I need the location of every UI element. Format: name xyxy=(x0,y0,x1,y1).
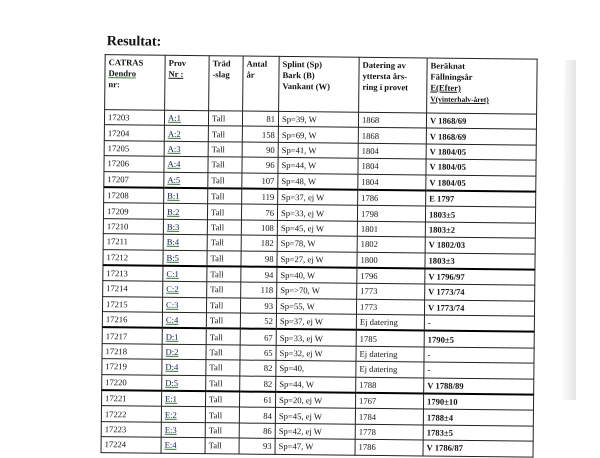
cell-datering: 1773 xyxy=(356,299,424,315)
cell-dendro-nr: 17214 xyxy=(103,281,163,297)
cell-tradslag: Tall xyxy=(208,126,242,142)
cell-berakning: V 1788/89 xyxy=(424,378,534,395)
cell-splint: Sp=48, W xyxy=(278,173,358,190)
cell-berakning: V 1796/97 xyxy=(425,268,535,285)
cell-dendro-nr: 17208 xyxy=(104,187,164,204)
cell-datering: 1804 xyxy=(358,174,426,191)
cell-prov-nr: D:4 xyxy=(162,359,206,375)
cell-berakning: 1803±3 xyxy=(425,252,535,269)
cell-tradslag: Tall xyxy=(208,172,242,188)
cell-antal-ar: 94 xyxy=(241,266,277,282)
cell-antal-ar: 90 xyxy=(242,142,278,158)
cell-tradslag: Tall xyxy=(205,422,239,438)
cell-splint: Sp=47, W xyxy=(275,439,355,455)
header-tradslag xyxy=(209,56,244,111)
cell-splint: Sp=55, W xyxy=(276,298,356,314)
cell-prov-nr: A:5 xyxy=(164,172,208,188)
cell-splint: Sp=44, W xyxy=(276,376,356,393)
header-prov-line-2: Nr : xyxy=(168,68,184,79)
header-splint-line-1: Splint (Sp) xyxy=(282,58,323,70)
cell-antal-ar: 108 xyxy=(241,220,277,236)
cell-prov-nr: A:3 xyxy=(164,141,208,157)
cell-dendro-nr: 17222 xyxy=(101,406,161,422)
cell-tradslag: Tall xyxy=(207,219,241,235)
cell-berakning: 1790±10 xyxy=(423,393,533,410)
cell-prov-nr: A:2 xyxy=(164,126,208,142)
cell-datering: 1785 xyxy=(356,330,424,347)
header-berakning-line-4: V(vinterhalv-året) xyxy=(430,94,489,105)
cell-antal-ar: 82 xyxy=(240,360,276,376)
cell-dendro-nr: 17219 xyxy=(102,359,162,375)
cell-splint: Sp=37, ej W xyxy=(278,189,358,206)
cell-berakning: V 1802/03 xyxy=(425,237,535,254)
cell-splint: Sp=69, W xyxy=(278,127,358,143)
cell-dendro-nr: 17215 xyxy=(102,296,162,312)
cell-berakning: - xyxy=(424,362,534,379)
cell-berakning: V 1868/69 xyxy=(426,128,536,145)
cell-dendro-nr: 17216 xyxy=(102,312,162,329)
cell-datering: 1796 xyxy=(357,268,425,285)
cell-antal-ar: 182 xyxy=(241,235,277,251)
cell-antal-ar: 119 xyxy=(242,188,278,204)
cell-tradslag: Tall xyxy=(207,250,241,266)
cell-prov-nr: E:3 xyxy=(161,422,205,438)
cell-antal-ar: 93 xyxy=(239,438,275,454)
cell-tradslag: Tall xyxy=(208,111,242,127)
cell-splint: Sp=44, W xyxy=(278,158,358,174)
cell-tradslag: Tall xyxy=(206,313,240,329)
cell-prov-nr: C:4 xyxy=(162,312,206,328)
cell-berakning: 1790±5 xyxy=(424,331,534,348)
header-tradslag-line-1: Träd xyxy=(212,58,231,69)
cell-antal-ar: 67 xyxy=(240,329,276,345)
cell-prov-nr: C:1 xyxy=(163,266,207,282)
header-datering xyxy=(359,57,428,113)
cell-antal-ar: 158 xyxy=(242,126,278,142)
cell-dendro-nr: 17210 xyxy=(103,218,163,234)
cell-tradslag: Tall xyxy=(205,407,239,423)
cell-splint: Sp=20, ej W xyxy=(275,392,355,409)
cell-datering: 1804 xyxy=(358,158,426,174)
cell-datering: 1784 xyxy=(355,409,423,425)
cell-tradslag: Tall xyxy=(206,297,240,313)
cell-dendro-nr: 17204 xyxy=(104,125,164,141)
header-catras xyxy=(105,55,166,111)
cell-dendro-nr: 17223 xyxy=(101,421,161,437)
cell-splint: Sp=40, xyxy=(276,361,356,377)
cell-berakning: V 1773/74 xyxy=(424,300,534,317)
cell-tradslag: Tall xyxy=(207,235,241,251)
cell-datering: 1786 xyxy=(355,439,423,455)
cell-prov-nr: D:1 xyxy=(162,328,206,344)
header-catras-line-2: Dendro xyxy=(108,68,137,79)
cell-tradslag: Tall xyxy=(206,360,240,376)
cell-antal-ar: 84 xyxy=(239,407,275,423)
cell-splint: Sp=45, ej W xyxy=(275,408,355,424)
header-prov xyxy=(165,55,210,110)
cell-antal-ar: 52 xyxy=(240,313,276,329)
results-table xyxy=(101,54,538,457)
header-berakning-line-1: Beräknat xyxy=(430,60,466,71)
header-antal-ar xyxy=(243,56,280,111)
cell-datering: 1786 xyxy=(358,190,426,207)
cell-prov-nr: C:3 xyxy=(162,297,206,313)
cell-datering: Ej datering xyxy=(356,314,424,331)
cell-berakning: 1803±2 xyxy=(425,222,535,239)
cell-splint: Sp=45, ej W xyxy=(277,220,357,236)
cell-prov-nr: B:1 xyxy=(164,188,208,204)
cell-dendro-nr: 17207 xyxy=(104,171,164,188)
cell-dendro-nr: 17209 xyxy=(103,203,163,219)
cell-splint: Sp=33, ej W xyxy=(277,205,357,221)
cell-tradslag: Tall xyxy=(208,141,242,157)
cell-datering: 1773 xyxy=(357,284,425,300)
cell-splint: Sp=41, W xyxy=(278,142,358,158)
cell-prov-nr: E:2 xyxy=(161,407,205,423)
cell-berakning: 1788±4 xyxy=(423,409,533,426)
cell-datering: 1868 xyxy=(358,128,426,144)
cell-splint: Sp=33, ej W xyxy=(276,329,356,346)
cell-antal-ar: 81 xyxy=(242,111,278,127)
cell-prov-nr: E:1 xyxy=(161,391,205,407)
header-splint-line-3: Vankant (W) xyxy=(282,80,331,92)
results-body xyxy=(101,110,537,457)
cell-tradslag: Tall xyxy=(205,391,239,407)
cell-dendro-nr: 17205 xyxy=(104,140,164,156)
header-prov-line-1: Prov xyxy=(168,57,187,68)
cell-antal-ar: 96 xyxy=(242,157,278,173)
cell-tradslag: Tall xyxy=(208,188,242,204)
cell-splint: Sp=>70, W xyxy=(277,283,357,299)
cell-splint: Sp=32, ej W xyxy=(276,345,356,361)
header-datering-line-3: ring i provet xyxy=(362,81,409,93)
cell-prov-nr: B:3 xyxy=(163,219,207,235)
cell-tradslag: Tall xyxy=(207,204,241,220)
header-berakning xyxy=(427,58,538,114)
cell-berakning: 1803±5 xyxy=(425,206,535,223)
cell-berakning: V 1773/74 xyxy=(425,284,535,301)
cell-antal-ar: 61 xyxy=(239,392,275,408)
cell-datering: 1767 xyxy=(355,393,423,410)
cell-antal-ar: 86 xyxy=(239,423,275,439)
cell-splint: Sp=78, W xyxy=(277,236,357,252)
cell-berakning: E 1797 xyxy=(426,190,536,207)
cell-splint: Sp=39, W xyxy=(278,111,358,127)
cell-dendro-nr: 17211 xyxy=(103,234,163,250)
cell-splint: Sp=40, W xyxy=(277,267,357,284)
cell-tradslag: Tall xyxy=(207,282,241,298)
cell-prov-nr: D:5 xyxy=(162,375,206,391)
cell-prov-nr: B:4 xyxy=(163,234,207,250)
cell-splint: Sp=27, ej W xyxy=(277,251,357,268)
cell-berakning: V 1804/05 xyxy=(426,144,536,161)
table-row xyxy=(101,437,533,457)
header-datering-line-1: Datering av xyxy=(362,59,406,71)
cell-dendro-nr: 17220 xyxy=(102,374,162,391)
cell-berakning: 1783±5 xyxy=(423,425,533,442)
cell-berakning: V 1786/87 xyxy=(423,440,533,457)
table-header-row xyxy=(105,55,538,115)
cell-datering: 1800 xyxy=(357,252,425,269)
cell-tradslag: Tall xyxy=(205,438,239,454)
cell-tradslag: Tall xyxy=(206,329,240,345)
cell-tradslag: Tall xyxy=(206,345,240,361)
cell-antal-ar: 93 xyxy=(240,298,276,314)
cell-dendro-nr: 17217 xyxy=(102,328,162,345)
header-catras-line-1: CATRAS xyxy=(108,57,144,68)
cell-berakning: - xyxy=(424,347,534,364)
page-title: Resultat: xyxy=(106,34,162,50)
cell-antal-ar: 82 xyxy=(240,376,276,392)
cell-datering: 1798 xyxy=(357,206,425,222)
cell-antal-ar: 107 xyxy=(242,173,278,189)
cell-dendro-nr: 17203 xyxy=(104,110,164,126)
cell-datering: 1804 xyxy=(358,143,426,159)
cell-datering: Ej datering xyxy=(356,346,424,362)
header-tradslag-line-2: -slag xyxy=(212,69,230,80)
cell-tradslag: Tall xyxy=(206,375,240,391)
cell-prov-nr: E:4 xyxy=(161,437,205,453)
cell-dendro-nr: 17206 xyxy=(104,156,164,172)
header-antal-line-1: Antal xyxy=(246,58,268,69)
cell-berakning: V 1804/05 xyxy=(426,175,536,192)
cell-dendro-nr: 17212 xyxy=(103,249,163,266)
cell-datering: 1802 xyxy=(357,236,425,252)
cell-datering: 1788 xyxy=(356,377,424,394)
cell-dendro-nr: 17213 xyxy=(103,265,163,282)
cell-datering: 1801 xyxy=(357,221,425,237)
header-berakning-line-2: Fällningsår xyxy=(430,71,473,82)
cell-splint: Sp=37, ej W xyxy=(276,313,356,330)
cell-antal-ar: 98 xyxy=(241,251,277,267)
cell-antal-ar: 76 xyxy=(241,204,277,220)
cell-datering: 1778 xyxy=(355,424,423,440)
cell-dendro-nr: 17218 xyxy=(102,343,162,359)
header-splint xyxy=(279,56,360,112)
cell-datering: Ej datering xyxy=(356,362,424,378)
cell-prov-nr: D:2 xyxy=(162,344,206,360)
cell-berakning: - xyxy=(424,315,534,332)
header-antal-line-2: år xyxy=(246,69,255,80)
document-page xyxy=(91,24,565,454)
header-catras-line-3: nr: xyxy=(108,79,120,90)
cell-datering: 1868 xyxy=(358,112,426,128)
cell-tradslag: Tall xyxy=(208,157,242,173)
header-datering-line-2: yttersta års- xyxy=(362,70,408,82)
header-berakning-line-3: E(Efter) xyxy=(430,82,461,93)
cell-berakning: V 1868/69 xyxy=(426,113,536,130)
cell-prov-nr: C:2 xyxy=(163,282,207,298)
cell-prov-nr: A:1 xyxy=(164,110,208,126)
cell-prov-nr: B:5 xyxy=(163,250,207,266)
cell-antal-ar: 118 xyxy=(241,282,277,298)
cell-antal-ar: 65 xyxy=(240,345,276,361)
cell-splint: Sp=42, ej W xyxy=(275,423,355,439)
header-splint-line-2: Bark (B) xyxy=(282,69,315,81)
cell-dendro-nr: 17221 xyxy=(102,390,162,407)
cell-berakning: V 1804/05 xyxy=(426,159,536,176)
cell-prov-nr: B:2 xyxy=(163,204,207,220)
cell-tradslag: Tall xyxy=(207,266,241,282)
cell-dendro-nr: 17224 xyxy=(101,437,161,453)
cell-prov-nr: A:4 xyxy=(164,156,208,172)
